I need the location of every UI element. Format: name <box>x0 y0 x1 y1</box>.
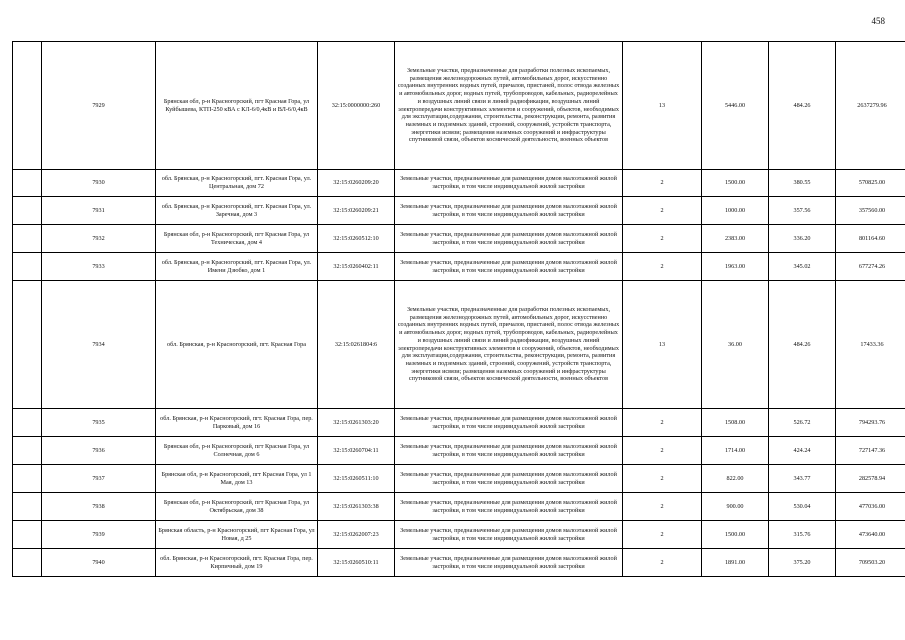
cell-rate: 357.56 <box>769 197 836 225</box>
cell-cadastral: 32:15:0260209:21 <box>318 197 395 225</box>
cell-address: обл. Брянская, р-н Красногорский, пгт. Красная Гора <box>156 281 318 409</box>
cell-value: 17433.36 <box>836 281 905 409</box>
cell-area: 1500.00 <box>702 521 769 549</box>
cell-rate: 526.72 <box>769 409 836 437</box>
cell-area: 900.00 <box>702 493 769 521</box>
cell-blank <box>13 465 42 493</box>
table-row <box>13 493 905 521</box>
cell-desc: Земельные участки, предназначенные для разработки полезных ископаемых, размещения железнодорожных путей, автомобильных дорог, искусственно созданных внутренних водных путей, причалов, пристаней, полос отвода железных и автомобильных дорог, водных путей, трубопроводов, кабельных, радиорелейных и воздушных линий связи и линий радиофикации, воздушных линий электропередачи конструктивных элементов и сооружений, объектов, необходимых для эксплуатации,содержания, строительства, реконструкции, ремонта, развития наземных и подземных зданий, строений, сооружений, устройств транспорта, энергетики исвязи; размещения наземных сооружений и инфраструктуры спутниковой связи, объектов космической деятельности, военных объектов <box>395 281 623 409</box>
cell-group: 2 <box>623 437 702 465</box>
cell-group: 2 <box>623 170 702 197</box>
cell-id: 7936 <box>42 437 156 465</box>
table-row <box>13 465 905 493</box>
cell-address: Брянская обл, р-н Красногорский, пгт Красная Гора, ул 1 Мая, дом 13 <box>156 465 318 493</box>
cell-rate: 530.04 <box>769 493 836 521</box>
cell-cadastral: 32:15:0000000:260 <box>318 42 395 170</box>
cell-id: 7931 <box>42 197 156 225</box>
cell-area: 1000.00 <box>702 197 769 225</box>
table-row <box>13 521 905 549</box>
cell-rate: 484.26 <box>769 42 836 170</box>
cell-blank <box>13 493 42 521</box>
cell-area: 5446.00 <box>702 42 769 170</box>
cell-address: обл. Брянская, р-н Красногорский, пгт. Красная Гора, пер. Парковый, дом 16 <box>156 409 318 437</box>
cell-rate: 375.20 <box>769 549 836 577</box>
cell-value: 477036.00 <box>836 493 905 521</box>
cell-id: 7938 <box>42 493 156 521</box>
cell-id: 7935 <box>42 409 156 437</box>
cell-area: 1714.00 <box>702 437 769 465</box>
cell-rate: 484.26 <box>769 281 836 409</box>
cell-rate: 424.24 <box>769 437 836 465</box>
cell-value: 677274.26 <box>836 253 905 281</box>
cell-blank <box>13 253 42 281</box>
table-row <box>13 437 905 465</box>
cell-address: обл. Брянская, р-н Красногорский, пгт. Красная Гора, пер. Кирпичный, дом 19 <box>156 549 318 577</box>
cell-id: 7934 <box>42 281 156 409</box>
cell-group: 2 <box>623 493 702 521</box>
cell-address: Брянская обл, р-н Красногорский, пгт Красная Гора, ул Техническая, дом 4 <box>156 225 318 253</box>
cell-blank <box>13 42 42 170</box>
cell-address: Брянская обл, р-н Красногорский, пгт Красная Гора, ул Солнечная, дом 6 <box>156 437 318 465</box>
cell-id: 7933 <box>42 253 156 281</box>
cell-address: обл. Брянская, р-н Красногорский, пгт. Красная Гора, ул. Заречная, дом 3 <box>156 197 318 225</box>
cell-group: 2 <box>623 465 702 493</box>
cell-value: 2637279.96 <box>836 42 905 170</box>
cell-rate: 380.55 <box>769 170 836 197</box>
cell-area: 36.00 <box>702 281 769 409</box>
cell-id: 7932 <box>42 225 156 253</box>
cell-id: 7930 <box>42 170 156 197</box>
cell-area: 1891.00 <box>702 549 769 577</box>
cell-group: 2 <box>623 197 702 225</box>
cell-cadastral: 32:15:0261303:38 <box>318 493 395 521</box>
cell-desc: Земельные участки, предназначенные для размещения домов малоэтажной жилой застройки, в том числе индивидуальной жилой застройки <box>395 170 623 197</box>
table-row <box>13 409 905 437</box>
cell-area: 1963.00 <box>702 253 769 281</box>
cell-cadastral: 32:15:0262007:23 <box>318 521 395 549</box>
cell-group: 2 <box>623 253 702 281</box>
cell-area: 1508.00 <box>702 409 769 437</box>
cell-id: 7940 <box>42 549 156 577</box>
cell-address: обл. Брянская, р-н Красногорский, пгт. Красная Гора, ул. Центральная, дом 72 <box>156 170 318 197</box>
cell-blank <box>13 409 42 437</box>
cell-value: 282578.94 <box>836 465 905 493</box>
cell-group: 2 <box>623 225 702 253</box>
cell-group: 13 <box>623 42 702 170</box>
cell-area: 822.00 <box>702 465 769 493</box>
cell-blank <box>13 549 42 577</box>
table-row <box>13 225 905 253</box>
cell-value: 357560.00 <box>836 197 905 225</box>
table-row <box>13 42 905 170</box>
cell-desc: Земельные участки, предназначенные для размещения домов малоэтажной жилой застройки, в том числе индивидуальной жилой застройки <box>395 197 623 225</box>
cell-blank <box>13 197 42 225</box>
cell-rate: 343.77 <box>769 465 836 493</box>
cell-group: 2 <box>623 549 702 577</box>
cell-blank <box>13 281 42 409</box>
table-row <box>13 197 905 225</box>
cell-value: 473640.00 <box>836 521 905 549</box>
cell-cadastral: 32:15:0260209:20 <box>318 170 395 197</box>
cell-desc: Земельные участки, предназначенные для размещения домов малоэтажной жилой застройки, в том числе индивидуальной жилой застройки <box>395 493 623 521</box>
cell-cadastral: 32:15:0261804:6 <box>318 281 395 409</box>
cell-value: 727147.36 <box>836 437 905 465</box>
cell-desc: Земельные участки, предназначенные для размещения домов малоэтажной жилой застройки, в том числе индивидуальной жилой застройки <box>395 549 623 577</box>
cell-cadastral: 32:15:0260402:11 <box>318 253 395 281</box>
cell-cadastral: 32:15:0260704:11 <box>318 437 395 465</box>
cell-value: 794293.76 <box>836 409 905 437</box>
cell-blank <box>13 225 42 253</box>
table-row <box>13 253 905 281</box>
cell-cadastral: 32:15:0260511:10 <box>318 465 395 493</box>
cell-rate: 315.76 <box>769 521 836 549</box>
cell-value: 709503.20 <box>836 549 905 577</box>
cell-desc: Земельные участки, предназначенные для разработки полезных ископаемых, размещения железнодорожных путей, автомобильных дорог, искусственно созданных внутренних водных путей, причалов, пристаней, полос отвода железных и автомобильных дорог, водных путей, трубопроводов, кабельных, радиорелейных и воздушных линий связи и линий радиофикации, воздушных линий электропередачи конструктивных элементов и сооружений, объектов, необходимых для эксплуатации,содержания, строительства, реконструкции, ремонта, развития наземных и подземных зданий, строений, сооружений, устройств транспорта, энергетики исвязи; размещения наземных сооружений и инфраструктуры спутниковой связи, объектов космической деятельности, военных объектов <box>395 42 623 170</box>
cell-desc: Земельные участки, предназначенные для размещения домов малоэтажной жилой застройки, в том числе индивидуальной жилой застройки <box>395 521 623 549</box>
cell-blank <box>13 437 42 465</box>
cell-id: 7937 <box>42 465 156 493</box>
cell-cadastral: 32:15:0260512:10 <box>318 225 395 253</box>
cell-address: обл. Брянская, р-н Красногорский, пгт. Красная Гора, ул. Имени Дзюбко, дом 1 <box>156 253 318 281</box>
cell-area: 1500.00 <box>702 170 769 197</box>
cell-value: 570825.00 <box>836 170 905 197</box>
table-row <box>13 170 905 197</box>
cell-blank <box>13 170 42 197</box>
cell-value: 801164.60 <box>836 225 905 253</box>
cell-desc: Земельные участки, предназначенные для размещения домов малоэтажной жилой застройки, в том числе индивидуальной жилой застройки <box>395 225 623 253</box>
cell-rate: 345.02 <box>769 253 836 281</box>
cadastral-value-table <box>12 41 905 577</box>
cell-address: Брянская обл, р-н Красногорский, пгт Красная Гора, ул Куйбышева, КТП-250 кВА с КЛ-6/0,4кВ и ВЛ-6/0,4кВ <box>156 42 318 170</box>
cell-cadastral: 32:15:0260510:11 <box>318 549 395 577</box>
cell-id: 7939 <box>42 521 156 549</box>
table-body <box>13 42 905 577</box>
cell-area: 2383.00 <box>702 225 769 253</box>
cell-desc: Земельные участки, предназначенные для размещения домов малоэтажной жилой застройки, в том числе индивидуальной жилой застройки <box>395 409 623 437</box>
cell-desc: Земельные участки, предназначенные для размещения домов малоэтажной жилой застройки, в том числе индивидуальной жилой застройки <box>395 437 623 465</box>
cell-cadastral: 32:15:0261303:20 <box>318 409 395 437</box>
cell-id: 7929 <box>42 42 156 170</box>
cell-blank <box>13 521 42 549</box>
cell-address: Брянская обл, р-н Красногорский, пгт Красная Гора, ул Октябрьская, дом 38 <box>156 493 318 521</box>
cell-group: 2 <box>623 521 702 549</box>
table-row <box>13 549 905 577</box>
page-number: 458 <box>871 16 885 26</box>
cell-address: Брянская область, р-н Красногорский, пгт Красная Гора, ул Новая, д 25 <box>156 521 318 549</box>
cell-group: 13 <box>623 281 702 409</box>
cell-desc: Земельные участки, предназначенные для размещения домов малоэтажной жилой застройки, в том числе индивидуальной жилой застройки <box>395 253 623 281</box>
cell-desc: Земельные участки, предназначенные для размещения домов малоэтажной жилой застройки, в том числе индивидуальной жилой застройки <box>395 465 623 493</box>
cell-group: 2 <box>623 409 702 437</box>
cell-rate: 336.20 <box>769 225 836 253</box>
table-row <box>13 281 905 409</box>
